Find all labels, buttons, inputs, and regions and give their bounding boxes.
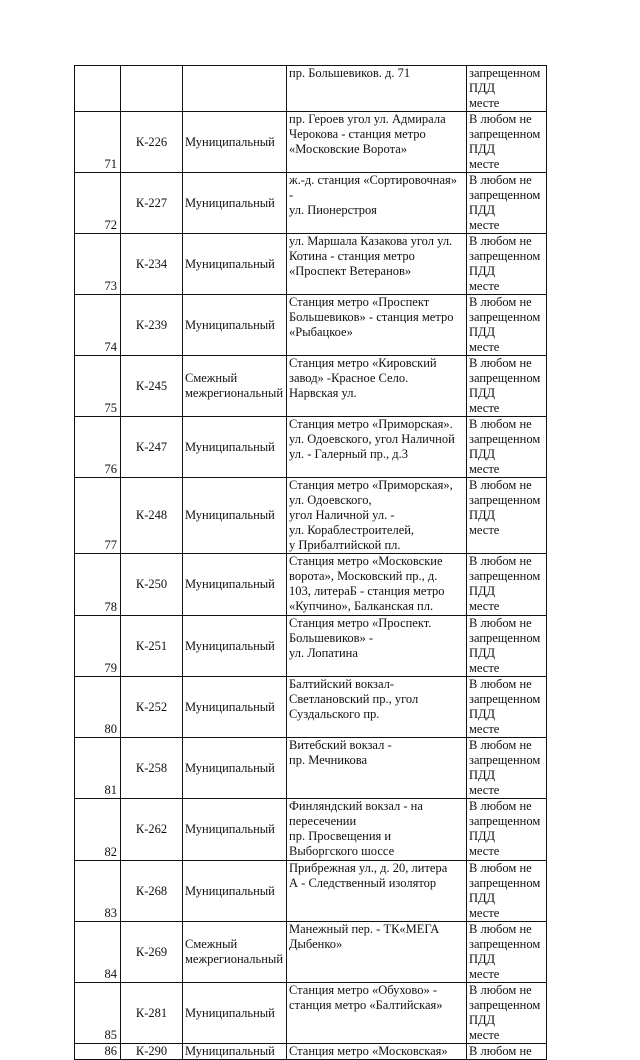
row-number-cell: 71 [75, 112, 121, 173]
row-number-cell: 80 [75, 677, 121, 738]
route-number-cell: К-290 [121, 1044, 183, 1060]
stop-place-cell: В любом не запрещенном ПДД месте [467, 677, 547, 738]
table-row [75, 173, 547, 234]
row-number-cell: 84 [75, 922, 121, 983]
route-path-cell: Станция метро «Приморская», ул. Одоевского, угол Наличной ул. - ул. Кораблестроителей, у Прибалтийской пл. [287, 478, 467, 554]
route-path-cell: ж.-д. станция «Сортировочная» - ул. Пионерстроя [287, 173, 467, 234]
route-path-cell: Манежный пер. - ТК«МЕГА Дыбенко» [287, 922, 467, 983]
route-number-cell: К-234 [121, 234, 183, 295]
stop-place-cell: В любом не запрещенном ПДД месте [467, 616, 547, 677]
table-row [75, 417, 547, 478]
routes-table-body [75, 66, 547, 1060]
route-type-cell: Муниципальный [183, 295, 287, 356]
route-number-cell: К-227 [121, 173, 183, 234]
route-path-cell: пр. Героев угол ул. Адмирала Черокова - станция метро «Московские Ворота» [287, 112, 467, 173]
row-number-cell: 77 [75, 478, 121, 554]
stop-place-cell: В любом не запрещенном ПДД месте [467, 417, 547, 478]
row-number-cell: 85 [75, 983, 121, 1044]
stop-place-cell: В любом не запрещенном ПДД месте [467, 799, 547, 861]
route-number-cell: К-247 [121, 417, 183, 478]
route-path-cell: Станция метро «Кировский завод» -Красное Село. Нарвская ул. [287, 356, 467, 417]
route-type-cell: Муниципальный [183, 417, 287, 478]
stop-place-cell: В любом не запрещенном ПДД месте [467, 234, 547, 295]
route-number-cell: К-252 [121, 677, 183, 738]
route-number-cell: К-262 [121, 799, 183, 861]
route-number-cell: К-248 [121, 478, 183, 554]
row-number-cell: 79 [75, 616, 121, 677]
route-type-cell: Муниципальный [183, 861, 287, 922]
table-row [75, 478, 547, 554]
route-type-cell: Муниципальный [183, 738, 287, 799]
route-number-cell: К-258 [121, 738, 183, 799]
route-path-cell: Станция метро «Московская» [287, 1044, 467, 1060]
route-number-cell: К-239 [121, 295, 183, 356]
stop-place-cell: В любом не [467, 1044, 547, 1060]
route-path-cell: ул. Маршала Казакова угол ул. Котина - станция метро «Проспект Ветеранов» [287, 234, 467, 295]
table-row [75, 66, 547, 112]
route-number-cell: К-269 [121, 922, 183, 983]
route-type-cell: Муниципальный [183, 112, 287, 173]
row-number-cell [75, 66, 121, 112]
route-number-cell: К-245 [121, 356, 183, 417]
stop-place-cell: В любом не запрещенном ПДД месте [467, 554, 547, 616]
route-number-cell [121, 66, 183, 112]
route-path-cell: пр. Большевиков. д. 71 [287, 66, 467, 112]
stop-place-cell: В любом не запрещенном ПДД месте [467, 861, 547, 922]
table-row [75, 1044, 547, 1060]
route-type-cell: Муниципальный [183, 799, 287, 861]
table-row [75, 861, 547, 922]
route-type-cell: Муниципальный [183, 478, 287, 554]
route-type-cell: Муниципальный [183, 983, 287, 1044]
route-path-cell: Станция метро «Приморская». ул. Одоевского, угол Наличной ул. - Галерный пр., д.3 [287, 417, 467, 478]
table-row [75, 295, 547, 356]
route-path-cell: Балтийский вокзал- Светлановский пр., угол Суздальского пр. [287, 677, 467, 738]
row-number-cell: 82 [75, 799, 121, 861]
table-row [75, 738, 547, 799]
stop-place-cell: В любом не запрещенном ПДД месте [467, 112, 547, 173]
route-number-cell: К-250 [121, 554, 183, 616]
route-type-cell [183, 66, 287, 112]
route-path-cell: Станция метро «Московские ворота», Московский пр., д. 103, литераБ - станция метро «Купчино», Балканская пл. [287, 554, 467, 616]
row-number-cell: 76 [75, 417, 121, 478]
stop-place-cell: В любом не запрещенном ПДД месте [467, 356, 547, 417]
route-type-cell: Муниципальный [183, 554, 287, 616]
stop-place-cell: В любом не запрещенном ПДД месте [467, 738, 547, 799]
route-path-cell: Прибрежная ул., д. 20, литера А - Следственный изолятор [287, 861, 467, 922]
table-row [75, 799, 547, 861]
row-number-cell: 72 [75, 173, 121, 234]
route-path-cell: Финляндский вокзал - на пересечении пр. Просвещения и Выборгского шоссе [287, 799, 467, 861]
route-path-cell: Станция метро «Проспект Большевиков» - станция метро «Рыбацкое» [287, 295, 467, 356]
route-number-cell: К-226 [121, 112, 183, 173]
route-type-cell: Муниципальный [183, 677, 287, 738]
stop-place-cell: В любом не запрещенном ПДД месте [467, 173, 547, 234]
table-row [75, 616, 547, 677]
row-number-cell: 75 [75, 356, 121, 417]
stop-place-cell: запрещенном ПДД месте [467, 66, 547, 112]
row-number-cell: 78 [75, 554, 121, 616]
row-number-cell: 73 [75, 234, 121, 295]
route-type-cell: Муниципальный [183, 234, 287, 295]
routes-table [74, 65, 547, 1060]
route-number-cell: К-268 [121, 861, 183, 922]
table-row [75, 356, 547, 417]
row-number-cell: 81 [75, 738, 121, 799]
table-row [75, 234, 547, 295]
route-type-cell: Смежный межрегиональный [183, 922, 287, 983]
stop-place-cell: В любом не запрещенном ПДД месте [467, 478, 547, 554]
route-number-cell: К-251 [121, 616, 183, 677]
route-type-cell: Смежный межрегиональный [183, 356, 287, 417]
table-row [75, 983, 547, 1044]
route-path-cell: Станция метро «Проспект. Большевиков» - ул. Лопатина [287, 616, 467, 677]
route-type-cell: Муниципальный [183, 173, 287, 234]
table-row [75, 677, 547, 738]
table-row [75, 112, 547, 173]
stop-place-cell: В любом не запрещенном ПДД месте [467, 922, 547, 983]
route-path-cell: Витебский вокзал - пр. Мечникова [287, 738, 467, 799]
route-number-cell: К-281 [121, 983, 183, 1044]
route-type-cell: Муниципальный [183, 1044, 287, 1060]
row-number-cell: 83 [75, 861, 121, 922]
table-row [75, 554, 547, 616]
table-row [75, 922, 547, 983]
row-number-cell: 86 [75, 1044, 121, 1060]
row-number-cell: 74 [75, 295, 121, 356]
route-path-cell: Станция метро «Обухово» - станция метро «Балтийская» [287, 983, 467, 1044]
stop-place-cell: В любом не запрещенном ПДД месте [467, 983, 547, 1044]
stop-place-cell: В любом не запрещенном ПДД месте [467, 295, 547, 356]
route-type-cell: Муниципальный [183, 616, 287, 677]
